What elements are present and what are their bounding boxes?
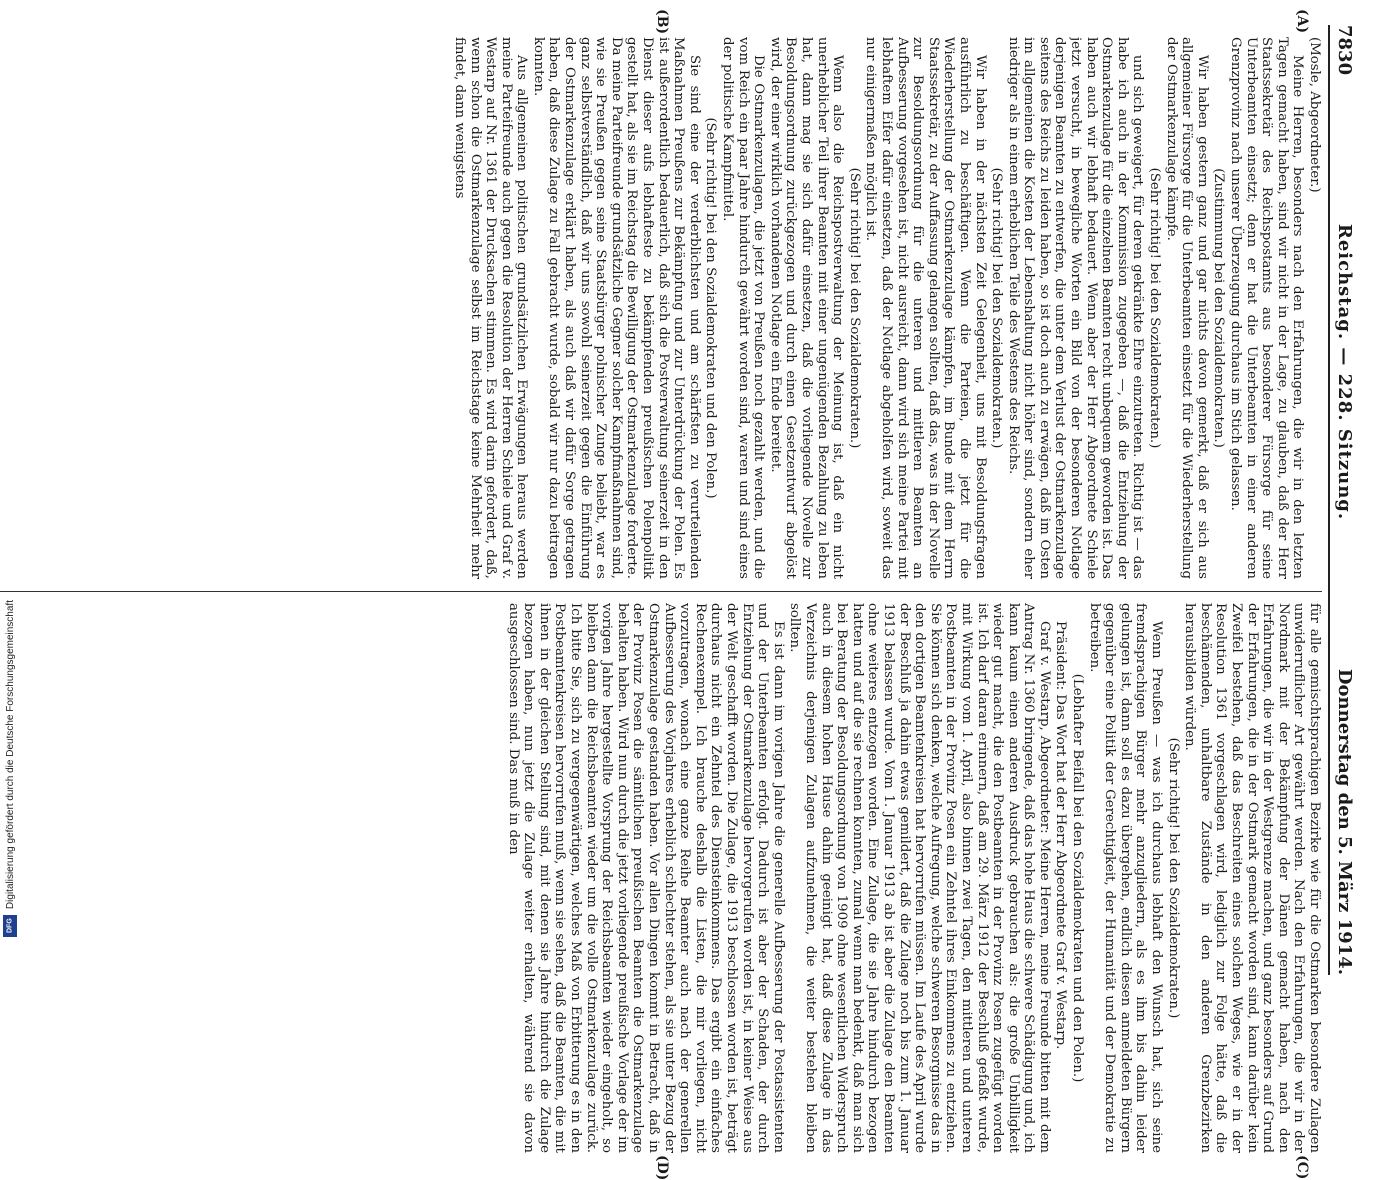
interjection: (Sehr richtig! bei den Sozialdemokraten.) bbox=[989, 167, 1005, 449]
credit-text: Digitalisierung gefördert durch die Deutsche Forschungsgemeinschaft bbox=[4, 600, 16, 910]
interjection: (Sehr richtig! bei den Sozialdemokraten.) bbox=[846, 167, 862, 449]
interjection: (Sehr richtig! bei den Sozialdemokraten und den Polen.) bbox=[703, 117, 719, 499]
paragraph: Wenn Preußen — was ich durchaus lebhaft den Wunsch hat, sich seine fremdsprachigen Bürger mehr anzugliedern, als es ihm bis dahin leider gelungen ist, dann soll es dazu übergehen, endlich diesen anmeldeten Bürgern gegenüber eine Politik der Gerechtigkeit, der Humanität und der Demokratie zu betreiben. bbox=[1086, 603, 1165, 1153]
paragraph: Meine Herren, besonders nach den Erfahrungen, die wir in den letzten Tagen gemacht haben, sind wir nicht in der Lage, zu glauben, daß der Herr Staatssekretär des Reichspostamts aus besonderer Fürsorge für seine Unterbeamten einsetzt; denn er hat die Unterbeamten in einer anderen Grenzprovinz nach unserer Überzeugung durchaus im Stich gelassen. bbox=[1228, 37, 1306, 579]
paragraph: Aus allgemeinen politischen grundsätzlichen Erwägungen heraus werden meine Parteifreunde auch gegen die Resolution der Herren Schiele und Graf v. Westarp auf Nr. 1361 der Drucksachen stimmen. Es wird darin gefordert, daß, wenn schon die Ostmarkenzulage selbst im Reichstage keine Mehrheit mehr findet, dann wenigstens bbox=[451, 37, 530, 579]
paragraph: Die Ostmarkenzulagen, die jetzt von Preußen noch gezahlt werden, und die vom Reich ein paar Jahre hindurch gewährt worden sind, waren und sind eines der politische Kampfmittel. bbox=[720, 37, 767, 579]
interjection: (Sehr richtig! bei den Sozialdemokraten.) bbox=[1147, 167, 1163, 449]
interjection: (Lebhafter Beifall bei den Sozialdemokraten und den Polen.) bbox=[1070, 673, 1086, 1083]
digitization-credit bbox=[2, 600, 18, 995]
left-column bbox=[0, 37, 1322, 579]
interjection: (Zustimmung bei den Sozialdemokraten.) bbox=[1211, 168, 1227, 448]
paragraph: Wir haben gestern ganz und gar nichts davon gemerkt, daß er sich aus allgemeiner Fürsorge für die Unterbeamten einsetzt für die Wiederherstellung der Ostmarkenzulage kämpfe. bbox=[1163, 37, 1210, 579]
newspaper-page bbox=[0, 5, 1360, 1180]
president-statement: Präsident: Das Wort hat der Herr Abgeordnete Graf v. Westarp. bbox=[1053, 621, 1069, 1050]
paragraph: und sich geweigert, für deren gekränkte Ehre einzutreten. Richtig ist — das habe ich auch in der Kommission zugegeben —, daß die Entziehung der Ostmarkenzulage für die einzelnen Beamten recht unbequem geworden ist. Das haben auch wir lebhaft bedauert. Wenn aber der Herr Abgeordnete Schiele jetzt versucht, in bewegliche Worten ein Bild von der besonderen Notlage derjenigen Beamten zu entwerfen, die unter dem Verlust der Ostmarkenzulage seitens des Reichs zu leiden haben, so ist doch auch zu erwägen, daß im Osten im allgemeinen die Kosten der Lebenshaltung nicht höher sind, sondern eher niedriger als in einem erheblichen Teile des Westens des Reichs. bbox=[1005, 37, 1146, 579]
margin-mark-a: (A) bbox=[1294, 9, 1310, 34]
column-divider bbox=[0, 591, 1322, 592]
paragraph: für alle gemischtsprachigen Bezirke wie für die Ostmarken besondere Zulagen unwiderruflicher Art gewährt werden. Nach den Erfahrungen, die wir in der Nordmark mit der Bekämpfung der Dänen gemacht haben, nach den Erfahrungen, die wir in der Westgrenze machen, und ganz besonders auf Grund der Erfahrungen, die in der Ostmark gemacht worden sind, kann darüber kein Zweifel bestehen, daß das Beschreiten eines solchen Weges, wie er in der Resolution 1361 vorgeschlagen wird, lediglich zur Folge hätte, daß die beschämenden, unhaltbare Zustände in den anderen Grenzbezirken herausbilden würden. bbox=[1182, 603, 1322, 1153]
page-header bbox=[1328, 25, 1360, 975]
dfg-logo: DFG bbox=[3, 915, 17, 937]
page-number: 7830 bbox=[1334, 25, 1356, 76]
header-date: Donnerstag den 5. März 1914. bbox=[1334, 668, 1356, 975]
margin-mark-d: (D) bbox=[654, 1155, 670, 1180]
paragraph: Wir haben in der nächsten Zeit Gelegenheit, uns mit Besoldungsfragen ausführlich zu beschäftigen. Wenn die Parteien, die jetzt für die Wiederherstellung der Ostmarkenzulage kämpfen, im Bunde mit dem Herrn Staatssekretär, zu der Auffassung gelangen sollten, daß das, was in der Novelle zur Besoldungsordnung für die unteren und mittleren Beamten an Aufbesserung vorgesehen ist, nicht ausreicht, dann wird sich meine Partei mit lebhaftem Eifer dafür einsetzen, daß der Notlage abgeholfen wird, soweit das nur einigermaßen möglich ist. bbox=[863, 37, 988, 579]
interjection: (Sehr richtig! bei den Sozialdemokraten.) bbox=[1165, 737, 1181, 1019]
margin-mark-b: (B) bbox=[654, 9, 670, 35]
margin-mark-c: (C) bbox=[1294, 1155, 1310, 1180]
speaker-note: (Mosle, Abgeordneter.) bbox=[1307, 37, 1322, 193]
paragraph: Wenn also die Reichspostverwaltung der Meinung ist, daß ein nicht unerheblicher Teil ihrer Beamten mit einer ungenügenden Bezahlung zu leben hat, dann mag sie sich dafür einsetzen, daß die vorliegende Novelle zur Besoldungsordnung zurückgezogen und durch einen Gesetzentwurf abgelöst wird, der einer wirklich vorhandenen Notlage ein Ende bereitet. bbox=[767, 37, 846, 579]
paragraph: Graf v. Westarp, Abgeordneter: Meine Herren, meine Freunde bitten mit dem Antrag Nr. 1360 bringende, daß das hohe Haus die schwere Schädigung und, ich kann kaum einen anderen Ausdruck gebrauchen als: die große Unbilligkeit wieder gut macht, die den Postbeamten in der Provinz Posen zugefügt worden ist. Ich darf daran erinnern, daß am 29. März 1912 der Beschluß gefaßt wurde, mit Wirkung vom 1. April, also binnen zwei Tagen, den mittleren und unteren Postbeamten in der Provinz Posen ein Zehntel ihres Einkommens zu entziehen. Sie können sich denken, welche Aufregung, welche schweren Besorgnisse das in den dortigen Beamtenkreisen hat hervorrufen müssen. Im Laufe des April wurde der Beschluß ja dahin etwas gemildert, daß die Zulage noch bis zum 1. Januar 1913 belassen wurde. Vom 1. Januar 1913 ab ist aber die Zulage den Beamten ohne weiteres entzogen worden. Eine Zulage, die sie Jahre hindurch bezogen hatten und auf die sie rechnen konnten, zumal wenn man bedenkt, daß man sich bei Beratung der Besoldungsordnung von 1909 ohne wesentlichen Widerspruch auch in diesem hohen Hause dahin geeinigt hat, daß diese Zulage in das Verzeichnis derjenigen Zulagen aufzunehmen, die weiter bestehen bleiben sollten. bbox=[787, 603, 1052, 1153]
right-column bbox=[0, 603, 1322, 1153]
paragraph: Sie sind eine der verderblichsten und am schärfsten zu verurteilenden Maßnahmen Preußens zur Bekämpfung und zur Unterdrückung der Polen. Es ist außerordentlich bedauerlich, daß sich die Postverwaltung seinerzeit in den Dienst dieser aufs lebhafteste zu bekämpfenden preußischen Polenpolitik gestellt hat, als sie im Reichstag die Bewilligung der Ostmarkenzulage forderte. Da meine Parteifreunde grundsätzliche Gegner solcher Kampfmaßnahmen sind, wie sie Preußen gegen seine Staatsbürger polnischer Zunge beliebt, war es ganz selbstverständlich, daß wir uns sowohl seinerzeit gegen die Einführung der Ostmarkenzulage erklärt haben, als auch daß wir dafür Sorge getragen haben, daß diese Zulage zu Fall gebracht wurde, sobald wir nur dazu beitragen konnten. bbox=[530, 37, 702, 579]
paragraph: Es ist dann im vorigen Jahre die generelle Aufbesserung der Postassistenten und der Unterbeamten erfolgt. Dadurch ist aber der Schaden, der durch Entziehung der Ostmarkenzulage hervorgerufen worden ist, in keiner Weise aus der Welt geschafft worden. Die Zulage, die 1913 beschlossen worden ist, beträgt durchaus nicht ein Zehntel des Diensteinkommens. Das ergibt ein einfaches Rechenexempel. Ich brauche deshalb die Listen, die mir vorliegen, nicht vorzutragen, wonach eine ganze Reihe Beamter auch nach der generellen Aufbesserung des Vorjahres erheblich schlechter stehen, als sie unter Bezug der Ostmarkenzulage gestanden haben. Vor allen Dingen kommt in Betracht, daß in der Provinz Posen die sämtlichen preußischen Beamten die Ostmarkenzulage behalten haben. Wird nun durch die jetzt vorliegende preußische Vorlage der im vorigen Jahre hergestellte Vorsprung der Reichsbeamten wieder eingeholt, so bleiben dann die Reichsbeamten wieder um die volle Ostmarkenzulage zurück. Ich bitte Sie, sich zu vergegenwärtigen, welches Maß von Erbitterung es in den Postbeamtenkreisen hervorrufen muß, wenn sie sehen, daß die Beamten, die mit ihnen in der gleichen Stellung sind, mit denen sie Jahre hindurch die Zulage bezogen haben, nun jetzt die Zulage weiter erhalten, während sie davon ausgeschlossen sind. Das muß in den bbox=[505, 603, 786, 1153]
header-title: Reichstag. — 228. Sitzung. bbox=[1334, 223, 1356, 521]
